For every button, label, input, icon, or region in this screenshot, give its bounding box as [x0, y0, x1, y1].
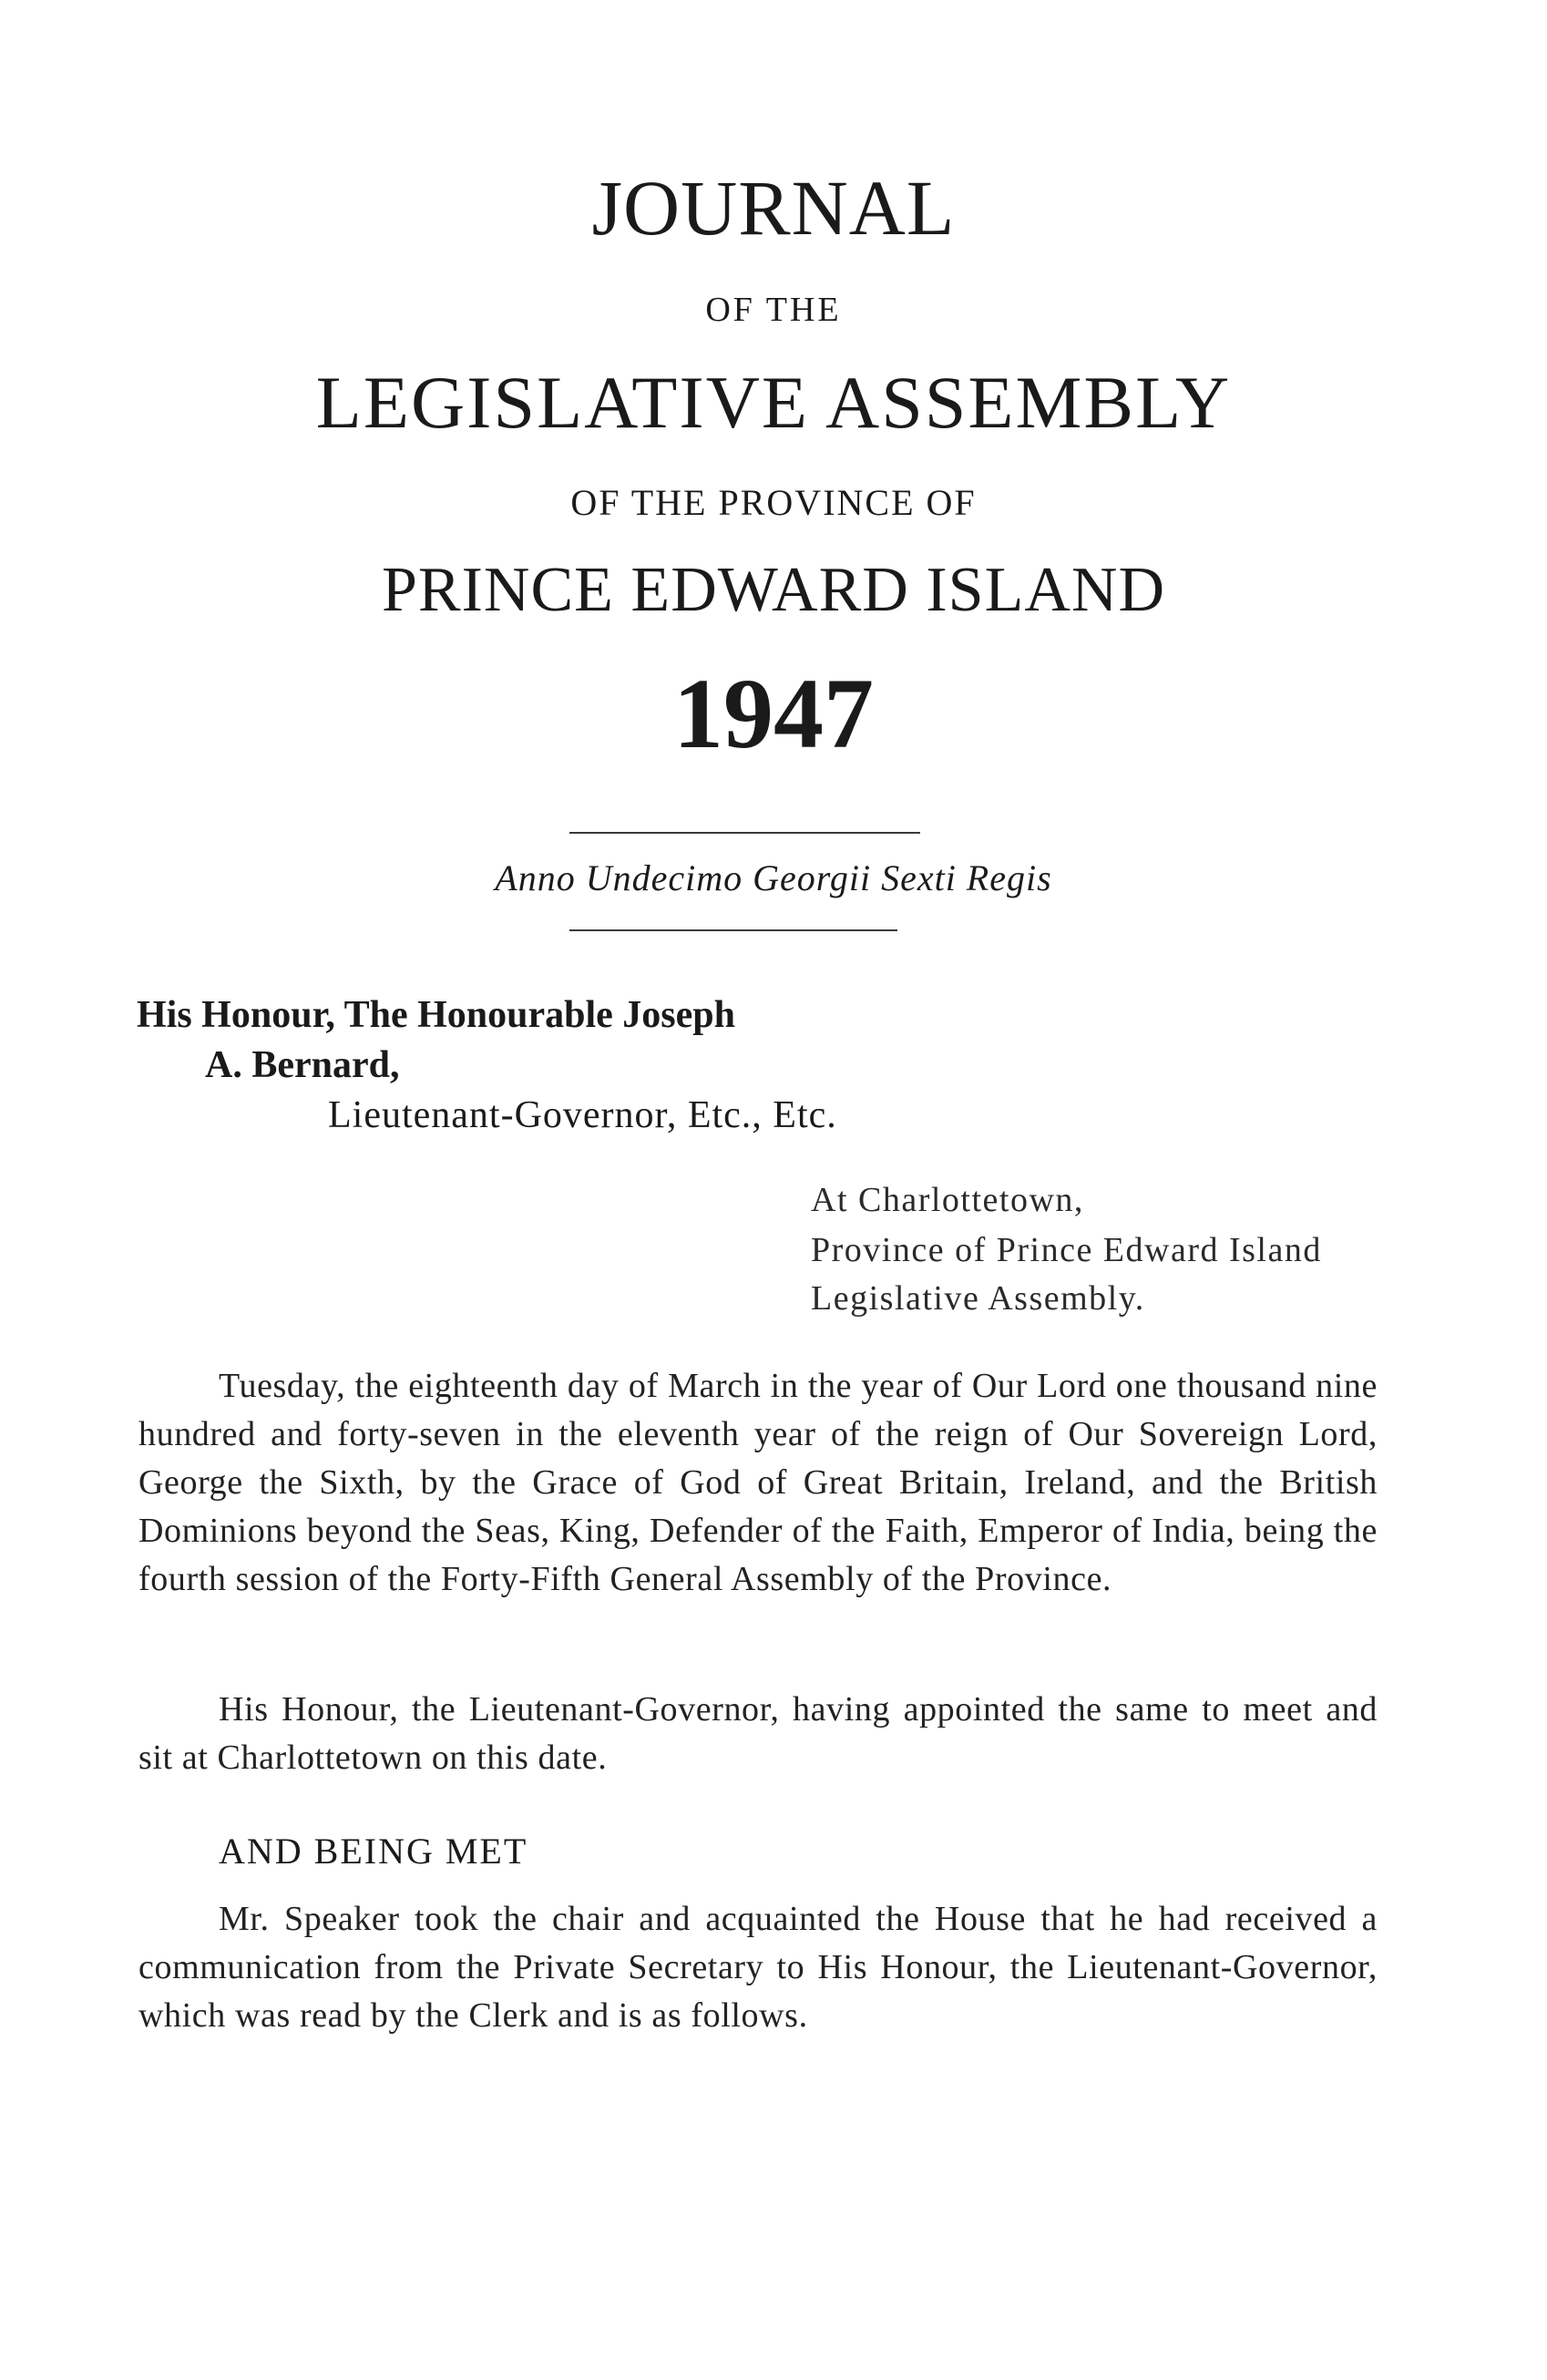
title-journal: JOURNAL: [591, 164, 956, 251]
title-legislative-assembly: LEGISLATIVE ASSEMBLY: [315, 361, 1232, 444]
title-of-the: OF THE: [705, 291, 842, 329]
opening-paragraph: Tuesday, the eighteenth day of March in the year of Our Lord one thousand nine hundred and forty-seven in the eleventh year of the reign of Our Sovereign Lord, George the Sixth, by the Grace of God of Great Britain, Ireland, and the British Dominions beyond the Seas, King, Defender of the Faith, Emperor of India, being the fourth session of the Forty-Fifth General Assembly of the Province.: [138, 1367, 1378, 1598]
section-heading: AND BEING MET: [219, 1831, 528, 1872]
divider-rule-top: [569, 832, 920, 834]
address-line-3: Lieutenant-Governor, Etc., Etc.: [328, 1094, 837, 1136]
title-prince-edward-island: PRINCE EDWARD ISLAND: [382, 555, 1165, 625]
address-line-2: A. Bernard,: [205, 1044, 400, 1086]
title-of-the-province-of: OF THE PROVINCE OF: [570, 482, 977, 523]
place-line-3: Legislative Assembly.: [811, 1279, 1145, 1318]
regnal-year: Anno Undecimo Georgii Sexti Regis: [495, 857, 1052, 898]
divider-rule-bottom: [569, 929, 897, 931]
place-line-1: At Charlottetown,: [811, 1181, 1084, 1219]
address-line-1: His Honour, The Honourable Joseph: [137, 994, 736, 1036]
speaker-paragraph: Mr. Speaker took the chair and acquainted the House that he had received a communication from the Private Secretary to His Honour, the Lieutenant-Governor, which was read by the Clerk and is as follows.: [138, 1900, 1378, 2035]
appointment-paragraph: His Honour, the Lieutenant-Governor, having appointed the same to meet and sit at Charlottetown on this date.: [138, 1690, 1378, 1777]
place-line-2: Province of Prince Edward Island: [811, 1231, 1322, 1269]
journal-year: 1947: [673, 658, 874, 769]
